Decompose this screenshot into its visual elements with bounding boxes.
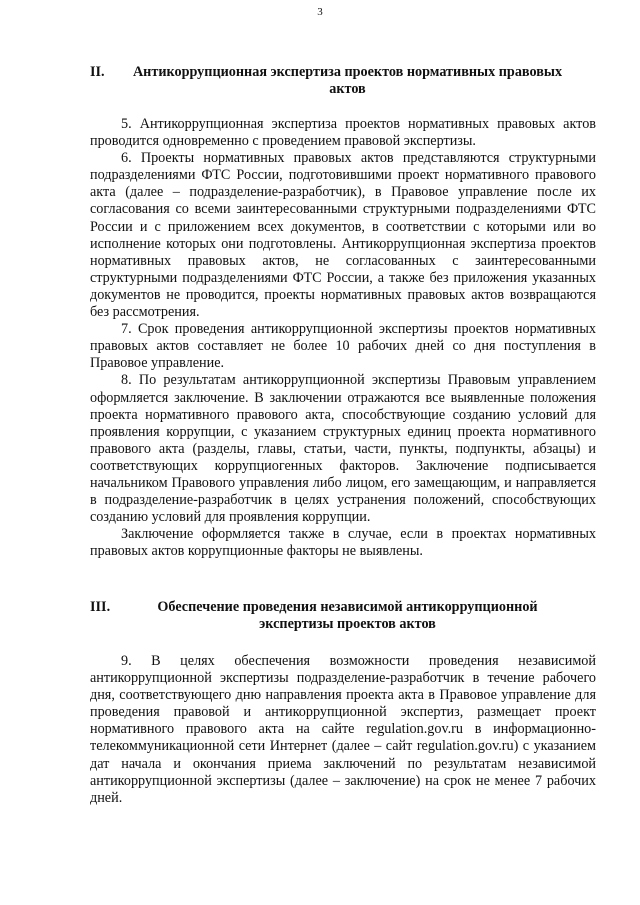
section-2-body — [90, 116, 596, 560]
paragraph-6: 6. Проекты нормативных правовых актов представляются структурными подразделениями ФТС России, подготовившими проект нормативного правового акта (далее – подразделение-разработчик), в Правовое управление после их согласования со всеми заинтересованными структурными подразделениями ФТС России и с приложением всех документов, в соответствии с которыми или во исполнение которых они подготовлены. Антикоррупционная экспертиза проектов нормативных правовых актов, не согласованных с заинтересованными структурными подразделениями ФТС России, а также без приложения указанных документов не проводится, проекты нормативных правовых актов возвращаются без рассмотрения. — [90, 150, 596, 321]
section-3-numeral: III. — [90, 599, 111, 615]
section-3-body — [90, 653, 596, 807]
paragraph-8: 8. По результатам антикоррупционной экспертизы Правовым управлением оформляется заключение. В заключении отражаются все выявленные положения проекта нормативного правового акта, способствующие созданию условий для проявления коррупции, с указанием структурных единиц проекта нормативного правового акта (разделы, главы, статьи, части, пункты, подпункты, абзацы) и соответствующих коррупциогенных факторов. Заключение подписывается начальником Правового управления либо лицом, его замещающим, и направляется в подразделение-разработчик в целях устранения положений, способствующих созданию условий для проявления коррупции. — [90, 372, 596, 526]
section-3-title — [90, 599, 565, 633]
section-3-heading — [90, 599, 565, 633]
paragraph-9: 9. В целях обеспечения возможности проведения независимой антикоррупционной экспертизы подразделение-разработчик в течение рабочего дня, соответствующего дню направления проекта акта в Правовое управление для проведения правовой и антикоррупционной экспертиз, размещает проект нормативного правового акта на сайте regulation.gov.ru в информационно-телекоммуникационной сети Интернет (далее – сайт regulation.gov.ru) с указанием дат начала и окончания приема заключений по результатам независимой антикоррупционной экспертизы (далее – заключение) на срок не менее 7 рабочих дней. — [90, 653, 596, 806]
paragraph-5: 5. Антикоррупционная экспертиза проектов нормативных правовых актов проводится одновременно с проведением правовой экспертизы. — [90, 116, 596, 150]
paragraph-7: 7. Срок проведения антикоррупционной экспертизы проектов нормативных правовых актов составляет не более 10 рабочих дней со дня поступления в Правовое управление. — [90, 321, 596, 372]
section-2-title-line-1: Антикоррупционная экспертиза проектов нормативных правовых — [132, 64, 563, 80]
section-3-title-line-1: Обеспечение проведения независимой антикоррупционной — [157, 599, 538, 615]
page-number: 3 — [317, 6, 323, 18]
paragraph-8-continuation: Заключение оформляется также в случае, если в проектах нормативных правовых актов коррупционные факторы не выявлены. — [90, 526, 596, 560]
section-2-heading — [90, 64, 565, 98]
section-3-title-line-2: экспертизы проектов актов — [259, 616, 436, 632]
section-2-title-line-2: актов — [329, 81, 366, 97]
section-2-numeral: II. — [90, 64, 105, 80]
section-2-title — [90, 64, 565, 98]
